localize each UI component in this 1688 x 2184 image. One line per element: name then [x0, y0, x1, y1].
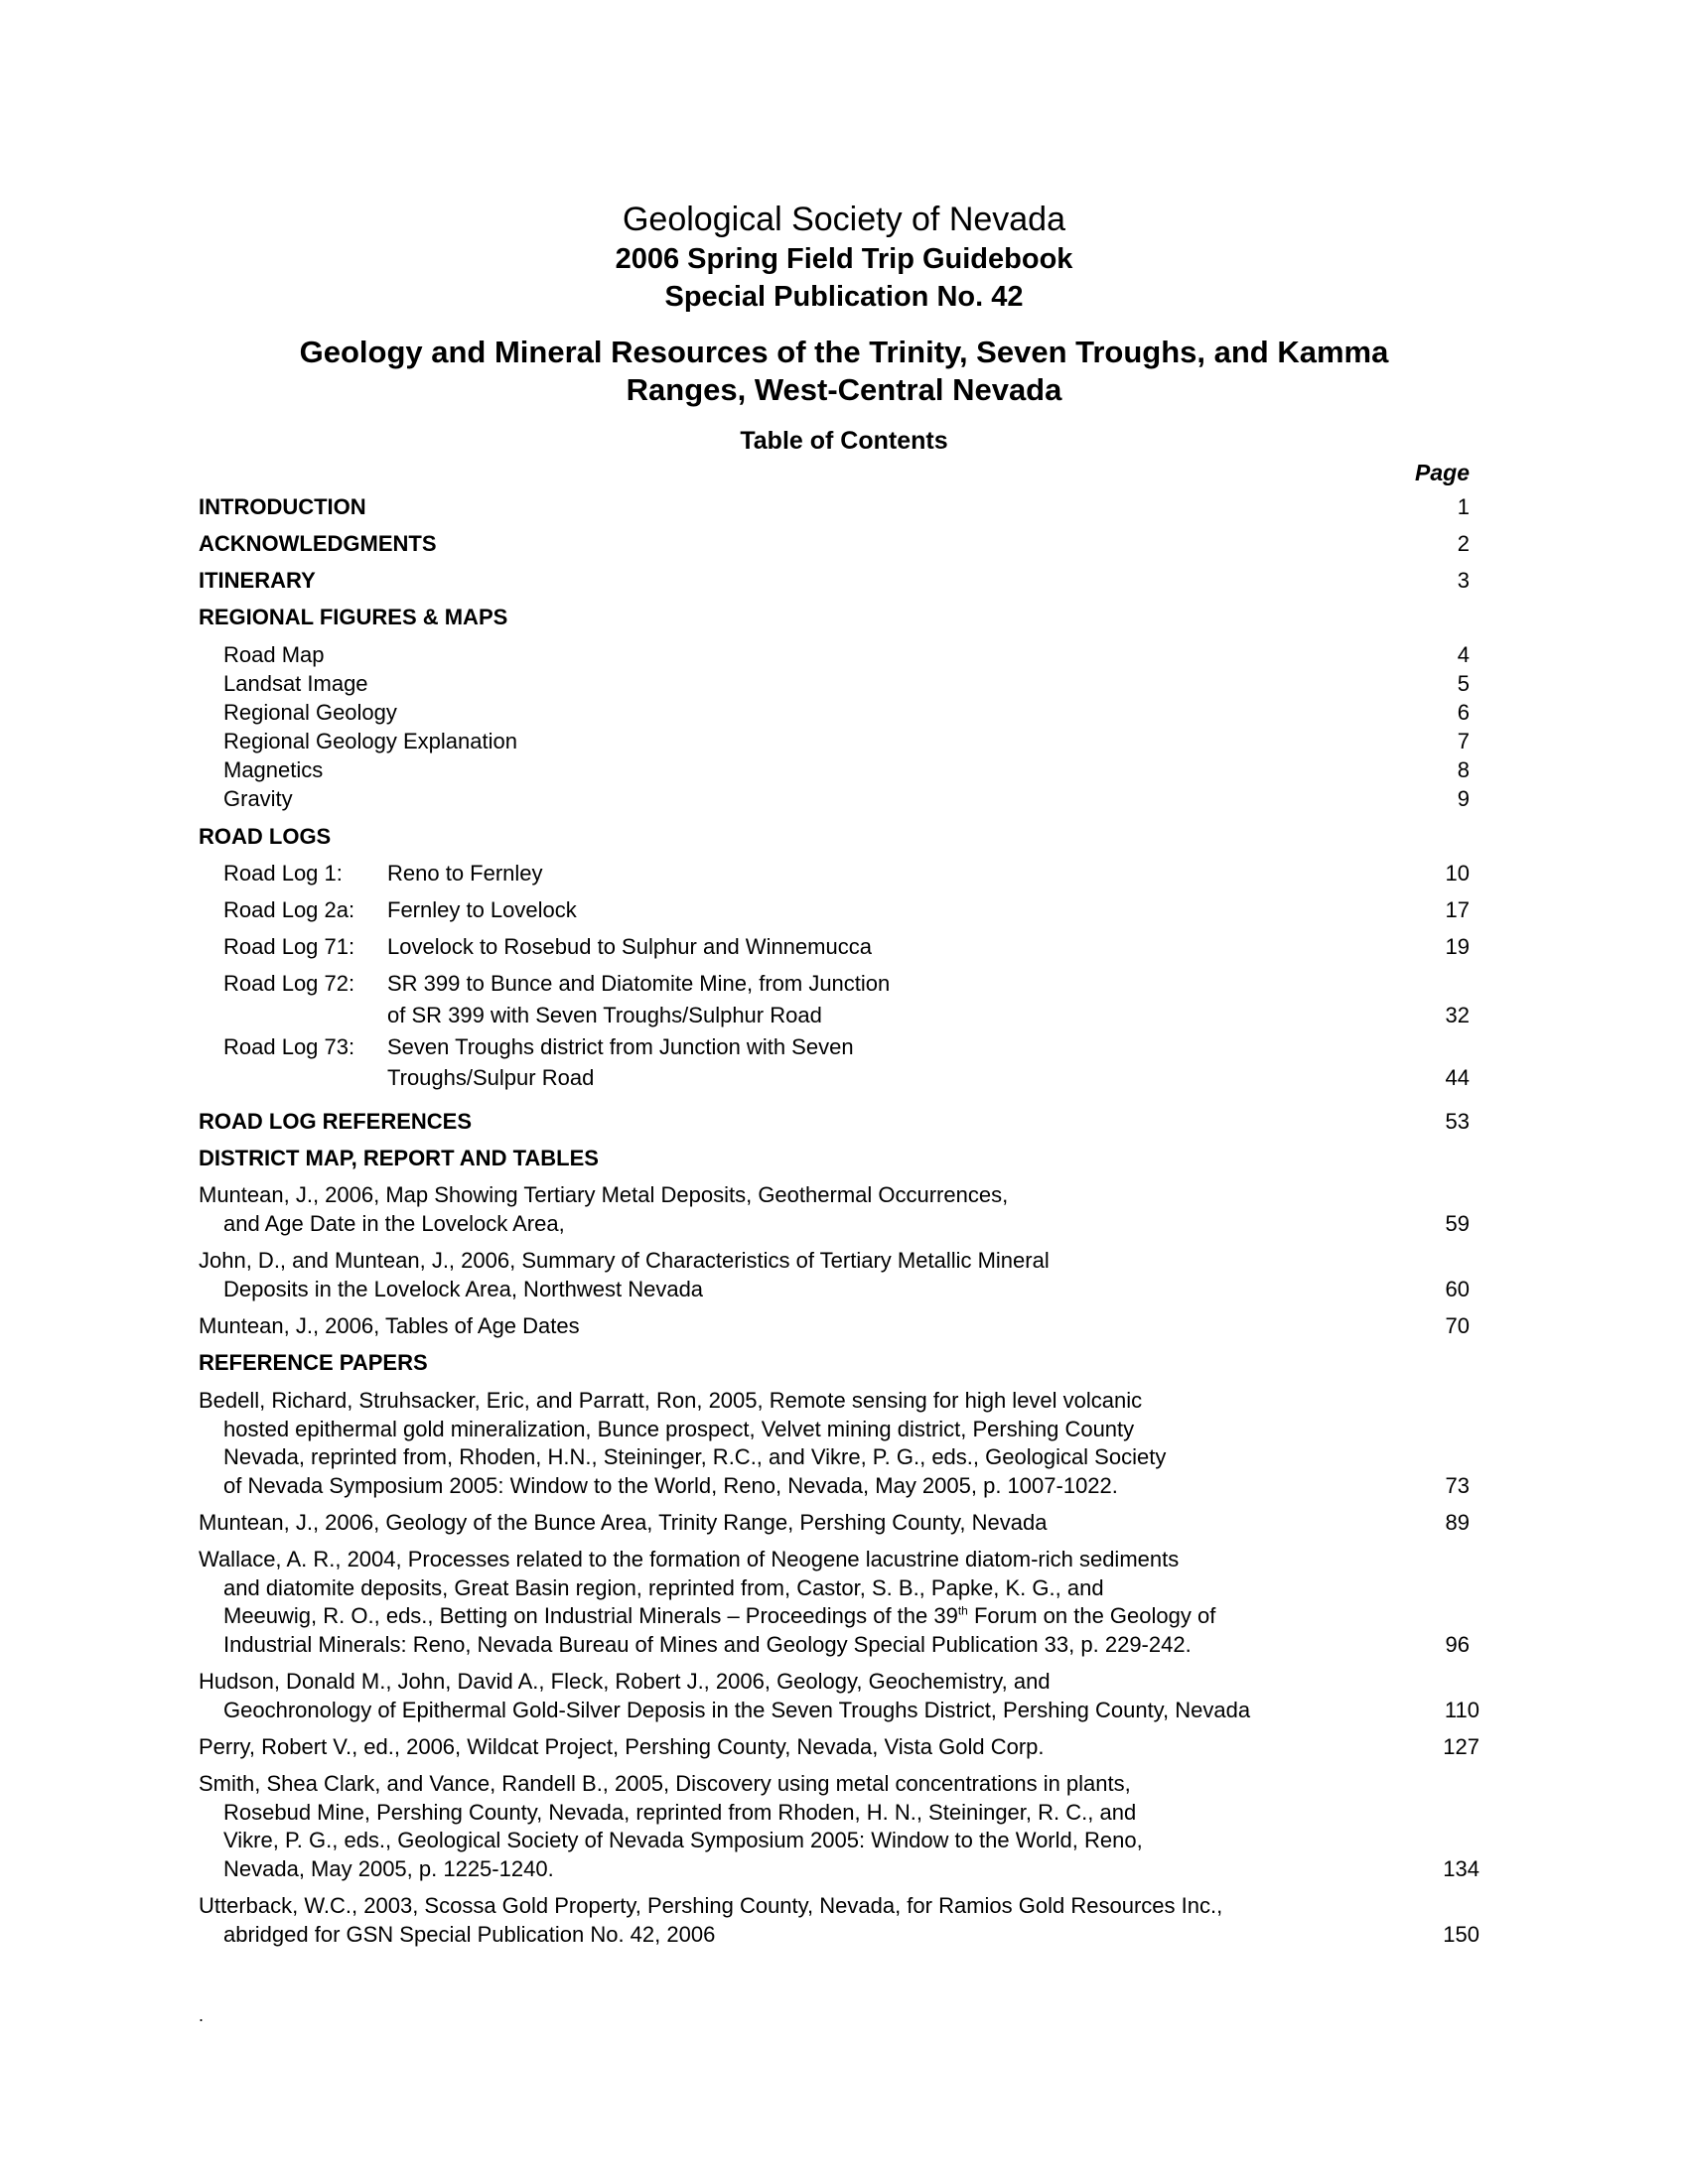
entry-line: Wallace, A. R., 2004, Processes related to the formation of Neogene lacustrine diatom-rich sediments — [199, 1547, 1180, 1571]
toc-entry: Landsat Image — [223, 671, 368, 696]
page-number: 110 — [1444, 1698, 1479, 1722]
entry-line: Vikre, P. G., eds., Geological Society of Nevada Symposium 2005: Window to the World, Reno, — [223, 1828, 1143, 1852]
entry-line: Muntean, J., 2006, Geology of the Bunce Area, Trinity Range, Pershing County, Nevada — [199, 1510, 1048, 1535]
road-log-title: Seven Troughs district from Junction with Seven — [387, 1034, 854, 1059]
entry-line: Utterback, W.C., 2003, Scossa Gold Property, Pershing County, Nevada, for Ramios Gold Resources Inc., — [199, 1893, 1223, 1918]
page-number: 3 — [1457, 568, 1470, 593]
road-log-label: Road Log 73: — [223, 1034, 355, 1059]
toc-entry — [199, 1181, 1008, 1238]
toc-entry-itinerary: ITINERARY — [199, 568, 316, 593]
toc-section-reference-papers: REFERENCE PAPERS — [199, 1350, 428, 1375]
page-number: 5 — [1457, 671, 1470, 696]
toc-entry — [199, 1546, 1215, 1659]
entry-line: Nevada, May 2005, p. 1225-1240. — [223, 1855, 554, 1881]
entry-line: Hudson, Donald M., John, David A., Fleck, Robert J., 2006, Geology, Geochemistry, and — [199, 1669, 1051, 1694]
toc-entry: Magnetics — [223, 757, 324, 782]
page-number: 134 — [1443, 1856, 1479, 1881]
entry-line: of Nevada Symposium 2005: Window to the World, Reno, Nevada, May 2005, p. 1007-1022. — [223, 1472, 1118, 1498]
page-number: 17 — [1445, 897, 1470, 922]
toc-entry-introduction: INTRODUCTION — [199, 494, 366, 519]
toc-entry: Regional Geology — [223, 700, 397, 725]
toc-entry — [199, 1770, 1143, 1883]
page-column-heading: Page — [1415, 460, 1470, 485]
road-log-label: Road Log 71: — [223, 934, 355, 959]
toc-entry — [199, 1733, 1045, 1762]
entry-line: Industrial Minerals: Reno, Nevada Bureau of Mines and Geology Special Publication 33, p. 229-242. — [223, 1631, 1192, 1657]
toc-entry — [199, 1509, 1047, 1538]
entry-line: Bedell, Richard, Struhsacker, Eric, and Parratt, Ron, 2005, Remote sensing for high level volcanic — [199, 1388, 1143, 1413]
entry-line: Rosebud Mine, Pershing County, Nevada, reprinted from Rhoden, H. N., Steininger, R. C., and — [223, 1799, 1137, 1825]
entry-line: John, D., and Muntean, J., 2006, Summary of Characteristics of Tertiary Metallic Mineral — [199, 1248, 1050, 1273]
toc-entry — [199, 1247, 1050, 1303]
toc-entry — [199, 1387, 1166, 1500]
entry-line: Muntean, J., 2006, Tables of Age Dates — [199, 1313, 580, 1338]
page-number: 89 — [1445, 1510, 1470, 1535]
toc-section-district: DISTRICT MAP, REPORT AND TABLES — [199, 1146, 599, 1170]
entry-line: Geochronology of Epithermal Gold-Silver Deposis in the Seven Troughs District, Pershing County, Nevada — [223, 1697, 1251, 1722]
road-log-title: Lovelock to Rosebud to Sulphur and Winnemucca — [387, 934, 872, 959]
page-number: 59 — [1445, 1211, 1470, 1236]
road-log-title-cont: of SR 399 with Seven Troughs/Sulphur Road — [387, 1003, 822, 1027]
toc-heading: Table of Contents — [740, 427, 948, 455]
entry-line: Deposits in the Lovelock Area, Northwest Nevada — [223, 1276, 704, 1301]
volume-title-line2: Ranges, West-Central Nevada — [626, 372, 1062, 407]
road-log-title: Reno to Fernley — [387, 861, 543, 886]
toc-entry: Gravity — [223, 786, 293, 811]
entry-line-text: Meeuwig, R. O., eds., Betting on Industrial Minerals – Proceedings of the 39 — [223, 1603, 958, 1628]
page-number: 4 — [1457, 642, 1470, 667]
toc-entry — [199, 1668, 1250, 1724]
entry-line: abridged for GSN Special Publication No. 42, 2006 — [223, 1921, 716, 1947]
road-log-title: SR 399 to Bunce and Diatomite Mine, from Junction — [387, 971, 891, 996]
toc-section-regional: REGIONAL FIGURES & MAPS — [199, 605, 508, 629]
page-number: 127 — [1443, 1734, 1479, 1759]
road-log-label: Road Log 72: — [223, 971, 355, 996]
road-log-title-cont: Troughs/Sulpur Road — [387, 1065, 595, 1090]
page-number: 53 — [1445, 1109, 1470, 1134]
toc-entry-acknowledgments: ACKNOWLEDGMENTS — [199, 531, 437, 556]
page-number: 9 — [1457, 786, 1470, 811]
page-number: 6 — [1457, 700, 1470, 725]
road-log-title: Fernley to Lovelock — [387, 897, 577, 922]
publication-number: Special Publication No. 42 — [664, 281, 1024, 313]
entry-line: Perry, Robert V., ed., 2006, Wildcat Project, Pershing County, Nevada, Vista Gold Corp. — [199, 1734, 1045, 1759]
entry-line: and diatomite deposits, Great Basin region, reprinted from, Castor, S. B., Papke, K. G., and — [223, 1574, 1104, 1600]
page-number: 150 — [1443, 1922, 1479, 1947]
entry-line: Smith, Shea Clark, and Vance, Randell B., 2005, Discovery using metal concentrations in plants, — [199, 1771, 1131, 1796]
page-number: 70 — [1445, 1313, 1470, 1338]
guidebook-title: 2006 Spring Field Trip Guidebook — [615, 243, 1073, 275]
page-number: 10 — [1445, 861, 1470, 886]
page-number: 2 — [1457, 531, 1470, 556]
road-log-label: Road Log 1: — [223, 861, 343, 886]
entry-line: hosted epithermal gold mineralization, Bunce prospect, Velvet mining district, Pershing County — [223, 1416, 1135, 1441]
toc-entry — [199, 1892, 1222, 1949]
page-number: 1 — [1457, 494, 1470, 519]
toc-entry-road-log-references: ROAD LOG REFERENCES — [199, 1109, 473, 1134]
page-number: 8 — [1457, 757, 1470, 782]
page-number: 73 — [1445, 1473, 1470, 1498]
entry-line-text: Forum on the Geology of — [967, 1603, 1216, 1628]
superscript: th — [957, 1603, 968, 1618]
entry-line: and Age Date in the Lovelock Area, — [223, 1210, 565, 1236]
toc-entry — [199, 1312, 580, 1341]
volume-title-line1: Geology and Mineral Resources of the Trinity, Seven Troughs, and Kamma — [299, 335, 1389, 369]
road-log-label: Road Log 2a: — [223, 897, 355, 922]
page-number: 7 — [1457, 729, 1470, 753]
footer-mark: . — [199, 2005, 205, 2025]
entry-line — [199, 1602, 1215, 1631]
page-number: 19 — [1445, 934, 1470, 959]
page-number: 32 — [1445, 1003, 1470, 1027]
toc-entry: Regional Geology Explanation — [223, 729, 517, 753]
page-number: 60 — [1445, 1277, 1470, 1301]
toc-entry: Road Map — [223, 642, 325, 667]
page-number: 96 — [1445, 1632, 1470, 1657]
org-name: Geological Society of Nevada — [622, 201, 1066, 238]
page-number: 44 — [1445, 1065, 1470, 1090]
entry-line: Nevada, reprinted from, Rhoden, H.N., Steininger, R.C., and Vikre, P. G., eds., Geological Society — [223, 1444, 1167, 1469]
toc-section-road-logs: ROAD LOGS — [199, 824, 332, 849]
entry-line: Muntean, J., 2006, Map Showing Tertiary Metal Deposits, Geothermal Occurrences, — [199, 1182, 1009, 1207]
